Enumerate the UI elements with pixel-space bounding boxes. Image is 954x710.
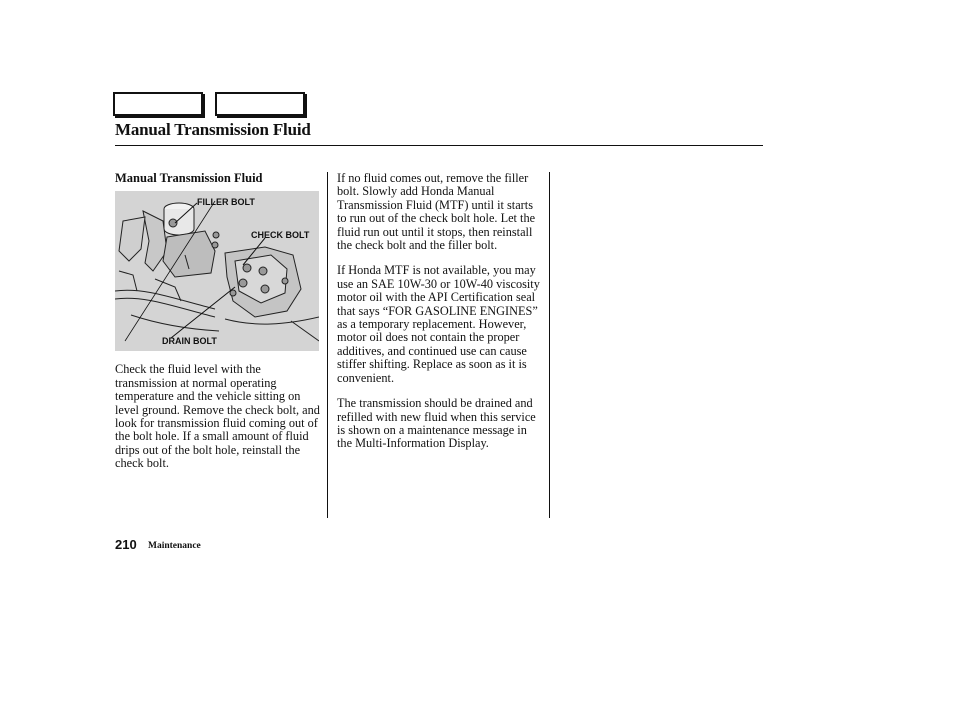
nav-tab-2[interactable] — [215, 92, 305, 116]
body-paragraph: If no fluid comes out, remove the filler bolt. Slowly add Honda Manual Transmission Fluid (MTF) until it starts to run out of the check bolt hole. Let the fluid run out until it stops, then reinstall the check bolt and the filler bolt. — [337, 171, 536, 253]
column-2 — [337, 172, 543, 463]
body-paragraph: If Honda MTF is not available, you may use an SAE 10W-30 or 10W-40 viscosity motor oil with the API Certification seal that says “FOR GASOLINE ENGINES” as a temporary replacement. However, motor oil does not contain the proper additives, and continued use can cause stiffer shifting. Replace as soon as it is convenient. — [337, 263, 540, 385]
page-title: Manual Transmission Fluid — [115, 120, 311, 139]
drain-bolt-label: DRAIN BOLT — [162, 336, 217, 347]
body-paragraph: The transmission should be drained and refilled with new fluid when this service is shown on a maintenance message in the Multi-Information Display. — [337, 396, 536, 451]
nav-tab-1[interactable] — [113, 92, 203, 116]
column-1 — [115, 172, 321, 483]
page-number: 210 — [115, 537, 137, 552]
transmission-drawing — [115, 191, 319, 351]
section-name: Maintenance — [148, 541, 201, 551]
section-heading: Manual Transmission Fluid — [115, 171, 263, 185]
filler-bolt-label: FILLER BOLT — [197, 197, 255, 208]
column-divider-1 — [327, 172, 328, 518]
body-paragraph: Check the fluid level with the transmission at normal operating temperature and the vehicle sitting on level ground. Remove the check bolt, and look for transmission fluid coming out of the bolt hole. If a small amount of fluid drips out of the bolt hole, reinstall the check bolt. — [115, 362, 320, 471]
transmission-illustration — [115, 191, 319, 351]
title-divider — [115, 145, 763, 146]
column-divider-2 — [549, 172, 550, 518]
check-bolt-label: CHECK BOLT — [251, 230, 310, 241]
